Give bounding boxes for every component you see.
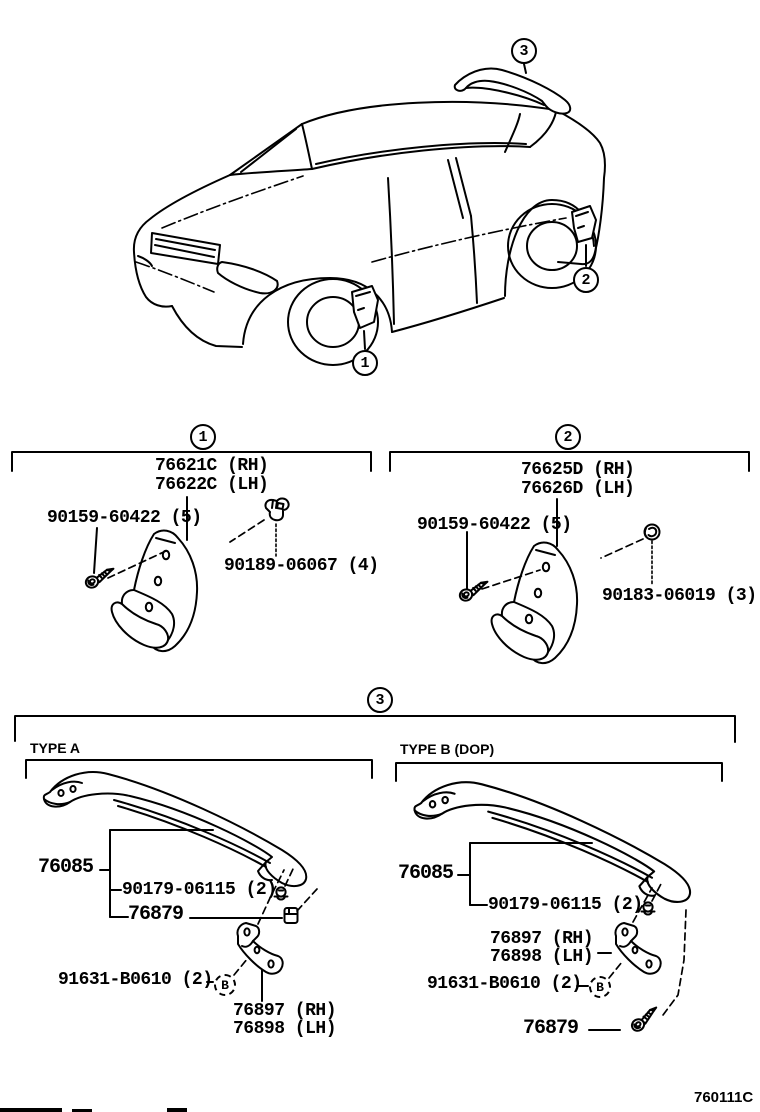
section1-callout — [190, 424, 216, 450]
part-number-mudguard-rear-rh: 76625D (RH) — [521, 460, 635, 480]
part-number-mudguard-rear-lh: 76626D (LH) — [521, 479, 635, 499]
push-clip-icon — [642, 902, 655, 914]
callout-number: 3 — [375, 691, 385, 709]
callout-number: 1 — [360, 354, 370, 372]
hex-screw-icon — [84, 568, 117, 589]
callout-number: 1 — [198, 428, 208, 446]
page-edge-mark — [0, 1108, 62, 1112]
car-callout-2 — [573, 267, 599, 293]
part-number-screw-type-a: 90179-06115 (2) — [122, 880, 277, 900]
type-b-marker-b — [589, 976, 611, 998]
part-number-spoiler-type-b: 76085 — [398, 862, 454, 885]
mudguard-front-drawing — [112, 531, 197, 652]
part-number-bolt-type-b: 91631-B0610 (2) — [427, 974, 582, 994]
part-number-mudguard-front-lh: 76622C (LH) — [155, 475, 269, 495]
headlight — [217, 262, 277, 293]
hex-screw-icon — [458, 581, 491, 602]
marker-letter: B — [596, 979, 604, 995]
retainer-clip-icon — [265, 498, 288, 520]
figure-code: 760111C — [694, 1089, 754, 1106]
callout-number: 2 — [563, 428, 573, 446]
callout-number: 2 — [581, 271, 591, 289]
part-number-mudguard-front-rh: 76621C (RH) — [155, 456, 269, 476]
mudguard-rear-drawing — [492, 543, 577, 664]
part-number-bracket-type-b-lh: 76898 (LH) — [490, 947, 594, 967]
bracket-type-a-drawing — [237, 923, 282, 974]
square-clip-icon — [285, 908, 298, 923]
car-callout-3 — [511, 38, 537, 64]
part-number-clip-s1: 90189-06067 (4) — [224, 556, 379, 576]
type-a-header: TYPE A — [30, 740, 81, 756]
part-number-clip-type-b: 76879 — [523, 1017, 579, 1040]
part-number-bracket-type-a-lh: 76898 (LH) — [233, 1019, 337, 1039]
part-number-clip-type-a: 76879 — [128, 903, 184, 926]
part-number-bracket-type-a-rh: 76897 (RH) — [233, 1001, 337, 1021]
marker-letter: B — [221, 977, 229, 993]
part-number-spoiler-type-a: 76085 — [38, 856, 94, 879]
section3-callout — [367, 687, 393, 713]
bracket-type-b-drawing — [615, 923, 660, 974]
hex-screw-icon — [629, 1007, 662, 1033]
part-number-screw-s2: 90159-60422 (5) — [417, 515, 572, 535]
part-number-grommet-s2: 90183-06019 (3) — [602, 586, 757, 606]
car-callout-1 — [352, 350, 378, 376]
part-number-bracket-type-b-rh: 76897 (RH) — [490, 929, 594, 949]
type-a-marker-b — [214, 974, 236, 996]
screw-grommet-icon — [645, 525, 660, 540]
type-b-header: TYPE B (DOP) — [400, 741, 495, 757]
car-spoiler — [455, 68, 570, 113]
type-b-bracket — [396, 763, 722, 781]
car-rear-mudguard — [572, 206, 596, 242]
section2-callout — [555, 424, 581, 450]
car-front-mudguard — [352, 286, 378, 328]
callout-number: 3 — [519, 42, 529, 60]
car-illustration — [134, 64, 605, 365]
part-number-screw-type-b: 90179-06115 (2) — [488, 895, 643, 915]
part-number-screw-s1: 90159-60422 (5) — [47, 508, 202, 528]
page-edge-mark — [167, 1108, 187, 1112]
part-number-bolt-type-a: 91631-B0610 (2) — [58, 970, 213, 990]
section3-bracket — [15, 716, 735, 742]
